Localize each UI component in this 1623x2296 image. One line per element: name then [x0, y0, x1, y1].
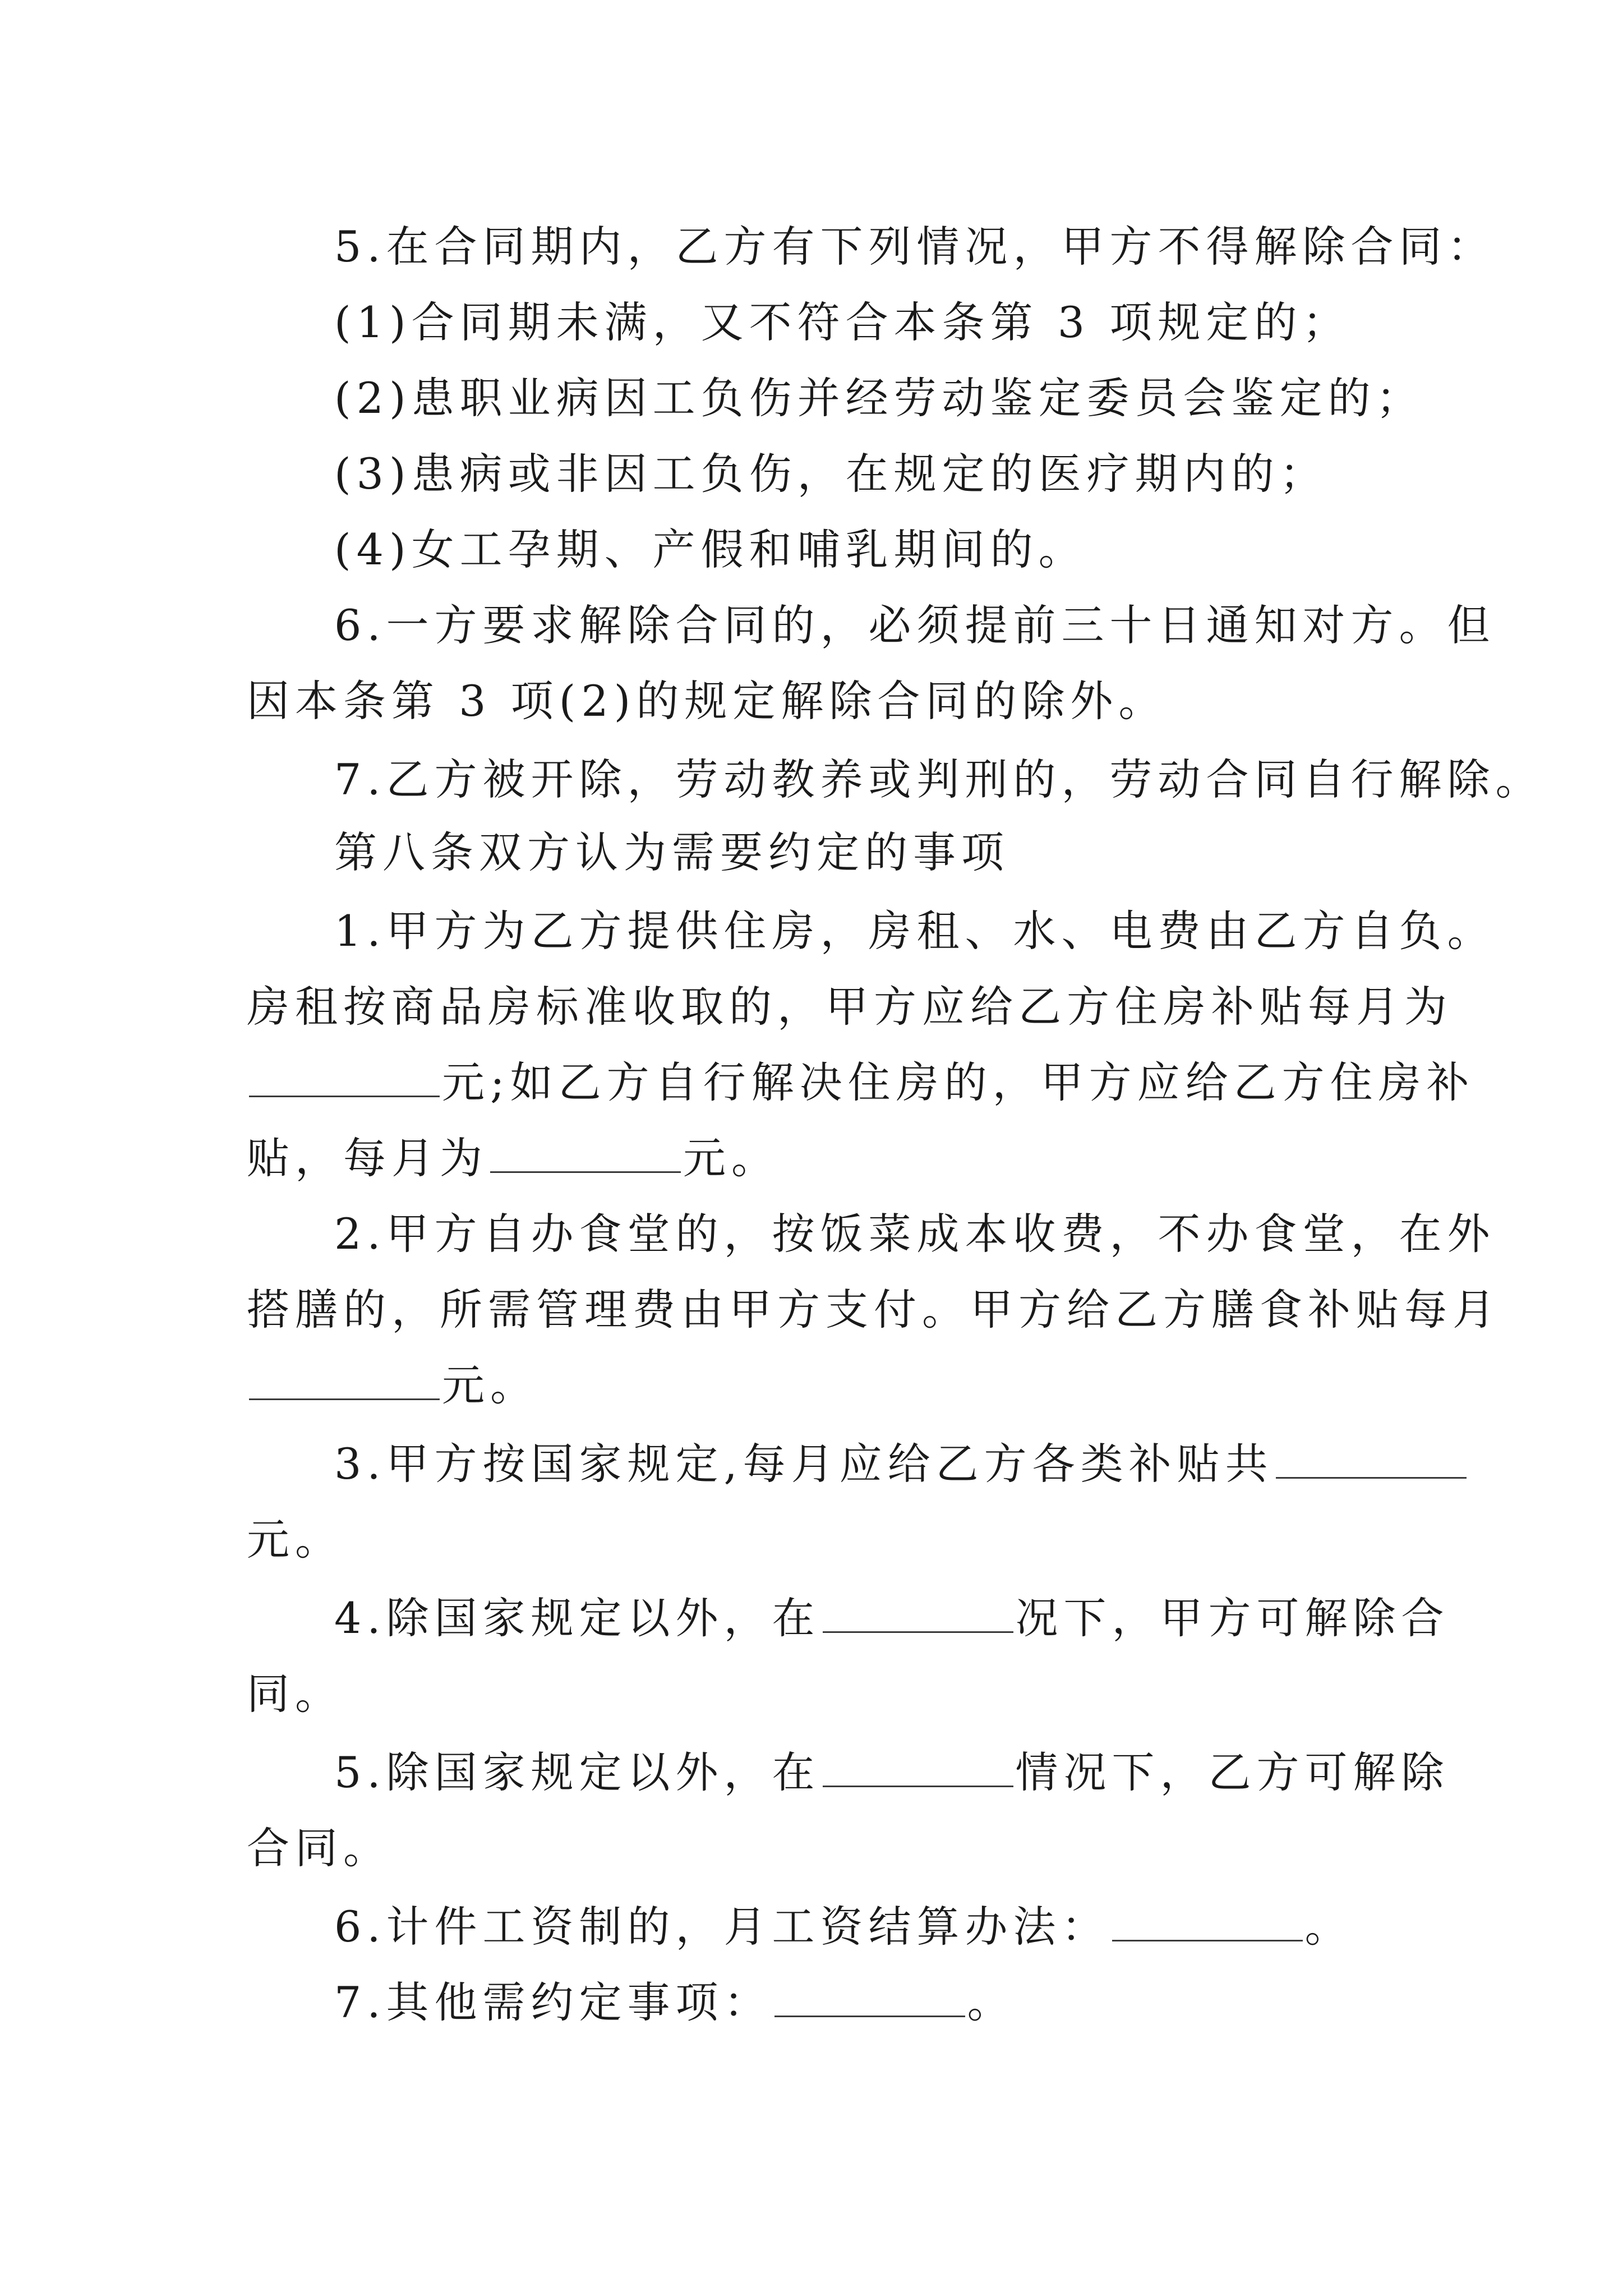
clause-5-item-2: (2)患职业病因工负伤并经劳动鉴定委员会鉴定的；	[334, 373, 1424, 423]
clause-5-heading: 5.在合同期内，乙方有下列情况，甲方不得解除合同：	[334, 222, 1496, 272]
clause-5-item-1: (1)合同期未满，又不符合本条第 3 项规定的；	[334, 297, 1351, 347]
item-5-line-1-text: 5.除国家规定以外，在	[334, 1747, 820, 1797]
fill-blank[interactable]	[823, 1592, 1013, 1633]
fill-blank[interactable]	[249, 1359, 440, 1400]
item-1-line-4-end: 元。	[683, 1133, 780, 1183]
item-4-line-1-text: 4.除国家规定以外，在	[334, 1593, 820, 1643]
item-4-line-2: 同。	[247, 1669, 343, 1719]
fill-blank[interactable]	[490, 1132, 681, 1173]
item-2-line-3	[247, 1358, 1413, 1414]
item-5-line-1	[334, 1745, 1501, 1801]
item-6	[334, 1899, 1501, 1955]
item-5-line-2: 合同。	[247, 1823, 391, 1873]
item-3-line-1-text: 3.甲方按国家规定,每月应给乙方各类补贴共	[334, 1439, 1274, 1489]
item-4-line-1	[334, 1590, 1501, 1646]
item-6-text: 6.计件工资制的，月工资结算办法：	[334, 1902, 1110, 1952]
clause-7: 7.乙方被开除，劳动教养或判刑的，劳动合同自行解除。	[334, 754, 1544, 804]
item-2-line-2: 搭膳的，所需管理费由甲方支付。甲方给乙方膳食补贴每月	[247, 1285, 1501, 1335]
item-1-line-3	[247, 1055, 1475, 1111]
item-1-line-4-text: 贴，每月为	[247, 1133, 488, 1183]
item-7	[334, 1975, 1501, 2031]
item-1-line-1: 1.甲方为乙方提供住房，房租、水、电费由乙方自负。	[334, 906, 1496, 956]
clause-5-item-3: (3)患病或非因工负伤，在规定的医疗期内的；	[334, 449, 1328, 499]
article-8-heading: 第八条双方认为需要约定的事项	[334, 827, 1009, 877]
clause-6-line-2: 因本条第 3 项(2)的规定解除合同的除外。	[247, 676, 1167, 726]
item-4-line-1-end: 况下，甲方可解除合	[1015, 1593, 1450, 1643]
item-5-line-1-end: 情况下，乙方可解除	[1015, 1747, 1450, 1797]
clause-6-line-1: 6.一方要求解除合同的，必须提前三十日通知对方。但	[334, 600, 1496, 650]
fill-blank[interactable]	[774, 1976, 965, 2017]
item-7-end: 。	[967, 1977, 1016, 2027]
item-2-line-1: 2.甲方自办食堂的，按饭菜成本收费，不办食堂，在外	[334, 1209, 1496, 1259]
item-7-text: 7.其他需约定事项：	[334, 1977, 772, 2027]
fill-blank[interactable]	[1276, 1438, 1467, 1479]
item-1-line-3-text: 元;如乙方自行解决住房的，甲方应给乙方住房补	[442, 1057, 1475, 1107]
item-1-line-2: 房租按商品房标准收取的，甲方应给乙方住房补贴每月为	[247, 982, 1453, 1032]
item-2-line-3-text: 元。	[442, 1360, 538, 1410]
item-3-line-1	[334, 1436, 1501, 1492]
item-3-line-2: 元。	[247, 1515, 343, 1565]
clause-5-item-4: (4)女工孕期、产假和哺乳期间的。	[334, 524, 1087, 574]
fill-blank[interactable]	[1112, 1901, 1303, 1941]
item-1-line-4	[247, 1130, 1413, 1186]
fill-blank[interactable]	[249, 1056, 440, 1097]
item-6-end: 。	[1304, 1902, 1353, 1952]
fill-blank[interactable]	[823, 1746, 1013, 1787]
